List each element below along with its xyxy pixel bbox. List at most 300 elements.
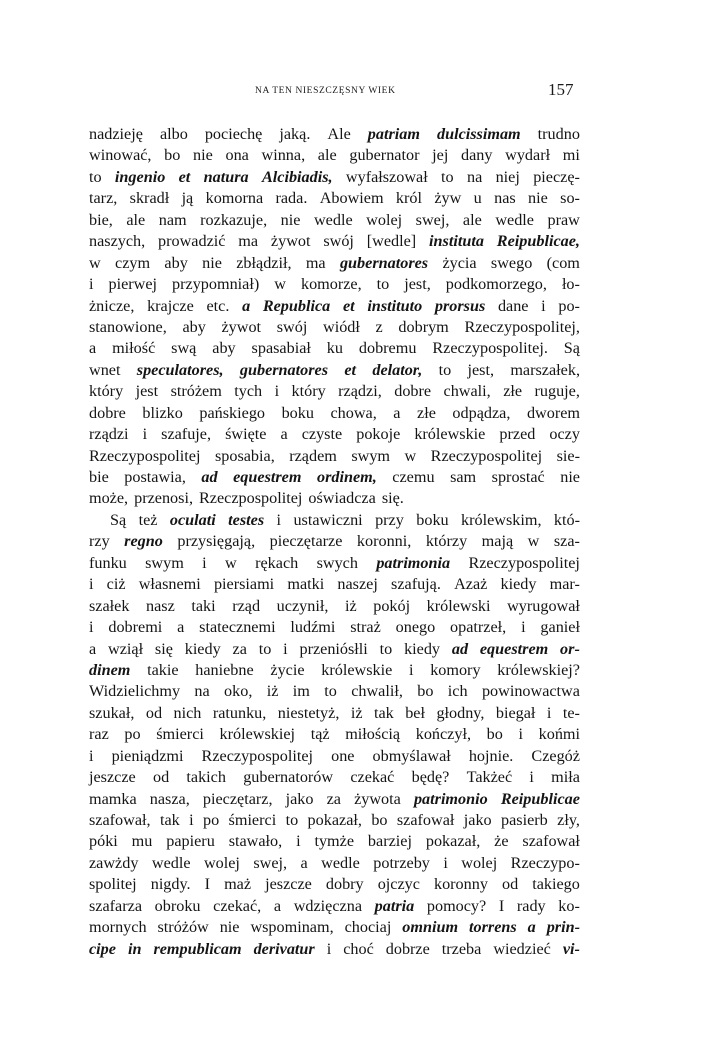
word: aby	[164, 253, 188, 272]
word: ją	[181, 189, 194, 208]
word: blizko	[142, 403, 183, 422]
latin-phrase-word: instituta	[429, 232, 484, 251]
word: chowa,	[330, 403, 377, 422]
word: którzy	[425, 532, 468, 551]
word: spasabiał	[251, 339, 311, 358]
word: ganieł	[540, 618, 580, 637]
word: powinowactwa	[481, 682, 580, 701]
word: i	[283, 639, 288, 658]
word: i	[142, 425, 148, 444]
word: się	[154, 639, 173, 658]
latin-phrase-word: Reipublicae	[500, 789, 580, 808]
word: skradł	[129, 189, 170, 208]
word: wedle	[321, 853, 360, 872]
word: od	[145, 703, 163, 722]
word: w	[225, 553, 237, 572]
word: chwali,	[443, 382, 491, 401]
word: nie	[193, 146, 213, 165]
text-line	[89, 274, 580, 295]
word: tymże	[314, 832, 355, 851]
word: I	[204, 875, 211, 894]
word: się.	[381, 489, 404, 508]
word: dworem	[526, 403, 580, 422]
word: mi	[562, 146, 580, 165]
word: złe	[417, 403, 436, 422]
word: kiedy	[404, 639, 441, 658]
word: dobre	[89, 403, 126, 422]
word: Czegóż	[531, 746, 580, 765]
word: iż	[350, 703, 363, 722]
word: to	[285, 811, 299, 829]
word: gubernator	[349, 146, 420, 165]
word: ma	[305, 253, 326, 272]
word: a	[89, 639, 97, 658]
word: z	[375, 317, 383, 336]
word: żyw	[434, 189, 462, 208]
latin-phrase-word: or-	[560, 639, 580, 658]
word: szafują.	[391, 575, 441, 594]
word: Są	[110, 510, 127, 529]
word: Rzeczypospolitej,	[464, 317, 580, 336]
word: miłość	[112, 339, 156, 358]
word: hojnie.	[468, 746, 514, 765]
word: raz	[89, 725, 109, 744]
word: żywot	[221, 317, 262, 336]
word: królewski	[426, 596, 491, 615]
word: dobremi	[108, 618, 163, 637]
text-line	[89, 124, 580, 145]
word: chociaj	[344, 918, 392, 937]
word: wziął	[108, 639, 144, 658]
word: na	[194, 682, 210, 701]
word: podkomorzego,	[445, 275, 547, 294]
word: [wedle]	[366, 232, 417, 251]
latin-phrase-word: instituto	[367, 296, 423, 315]
word: królewskiej	[219, 725, 296, 744]
word: winna,	[261, 146, 306, 165]
text-line	[89, 939, 580, 960]
word: a	[393, 403, 401, 422]
word: jaką.	[279, 125, 311, 143]
word: beł	[405, 703, 425, 722]
word: pierwej	[108, 275, 158, 294]
word: ale	[126, 210, 146, 229]
word: naszej	[337, 575, 378, 594]
word: ale	[462, 210, 482, 229]
word: pomocy?	[426, 896, 487, 915]
word: takiego	[532, 875, 580, 894]
latin-phrase-word: et	[344, 360, 357, 379]
word: taki	[191, 596, 216, 615]
text-line	[89, 874, 580, 895]
word: który	[89, 382, 124, 401]
word: iż	[266, 682, 279, 701]
word: król	[395, 189, 422, 208]
latin-phrase-word: Republica	[262, 296, 331, 315]
latin-phrase-word: equestrem	[479, 639, 549, 658]
text-line	[89, 467, 580, 488]
word: wedle	[313, 210, 353, 229]
word: koronni,	[356, 532, 412, 551]
word: rządem	[289, 446, 337, 465]
word: śmierci	[156, 725, 204, 744]
word: pokój	[373, 596, 411, 615]
word: ona	[225, 146, 249, 165]
word: czemu	[392, 468, 435, 486]
text-line	[89, 896, 580, 917]
word: i	[89, 618, 94, 637]
word: żnicze,	[89, 296, 135, 315]
word: pieczę-	[533, 167, 580, 186]
word: i	[326, 939, 332, 958]
word: głodny,	[436, 703, 485, 722]
text-line	[89, 253, 580, 274]
text-line	[89, 446, 580, 467]
word: na	[466, 167, 483, 186]
word: po-	[558, 296, 580, 315]
word: prowadzić	[158, 232, 226, 251]
word: Rzeczypospolitej	[89, 446, 201, 465]
latin-phrase-word: gubernatores	[239, 360, 329, 379]
word: jej	[432, 146, 449, 165]
text-line	[89, 767, 580, 788]
word: nie	[202, 253, 222, 272]
latin-phrase-word: a	[242, 296, 251, 315]
word: tarz,	[89, 189, 118, 208]
word: i	[443, 853, 448, 872]
word: nigdy.	[150, 875, 191, 894]
latin-phrase-word: torrens	[469, 918, 517, 937]
word: ko-	[558, 896, 580, 915]
word: kiedy	[500, 575, 537, 594]
word: oświadcza	[308, 489, 376, 508]
word: Ale	[327, 125, 351, 143]
word: wydarł	[505, 146, 551, 165]
word: oczy	[549, 425, 580, 444]
text-line	[89, 403, 580, 424]
word: takie	[147, 660, 179, 679]
word: przy	[375, 510, 404, 529]
word: niestetyż,	[277, 703, 340, 722]
word: to	[324, 682, 337, 701]
word: królewskiej?	[497, 660, 580, 679]
word: Rzeczypo-	[510, 853, 580, 872]
word: szafował,	[89, 811, 151, 829]
word: i	[202, 553, 207, 572]
word: przed	[499, 425, 536, 444]
word: praw	[547, 210, 580, 229]
word: w	[89, 253, 101, 272]
word: krajcze	[147, 296, 194, 315]
word: który	[291, 382, 326, 401]
latin-phrase-word: delator,	[372, 360, 423, 379]
word: szafarza	[89, 896, 143, 915]
word: mamka	[89, 789, 137, 808]
latin-phrase-word: patriam	[367, 125, 420, 143]
word: stanowione,	[89, 317, 167, 336]
word: tak	[373, 703, 394, 722]
word: komory	[430, 660, 481, 679]
word: albo	[159, 125, 188, 143]
word: ku	[326, 339, 343, 358]
word: i	[546, 703, 552, 722]
word: to	[376, 275, 390, 294]
text-line	[89, 167, 580, 188]
word: bo	[164, 146, 181, 165]
text-line	[89, 724, 580, 745]
word: pańskiego	[199, 403, 266, 422]
word: a	[273, 896, 282, 915]
word: swym	[145, 553, 184, 572]
word: ojczyc	[377, 875, 420, 894]
word: tak	[159, 811, 180, 829]
word: to	[258, 639, 272, 658]
word: swój	[276, 317, 308, 336]
word: zły,	[557, 811, 580, 829]
word: szukał,	[89, 703, 135, 722]
word: ratunku,	[212, 703, 267, 722]
word: chwalił,	[351, 682, 403, 701]
text-line	[89, 703, 580, 724]
word: swych	[316, 553, 358, 572]
text-line	[89, 639, 580, 660]
text-line	[89, 296, 580, 317]
text-line	[89, 338, 580, 359]
word: iż	[344, 596, 357, 615]
word: przysięgają,	[177, 532, 256, 551]
latin-phrase-word: Alcibiadis,	[261, 167, 333, 186]
word: dany	[461, 146, 493, 165]
word: jest,	[404, 275, 431, 294]
latin-phrase-word: patrimonio	[413, 789, 488, 808]
word: rzy	[89, 532, 110, 551]
latin-phrase-word: speculatores,	[136, 360, 224, 379]
word: końmi	[538, 725, 580, 744]
word: Widzielichmy	[89, 682, 181, 701]
word: nasz	[146, 596, 175, 615]
word: nasza,	[149, 789, 190, 808]
text-line	[89, 231, 580, 252]
word: odpądza,	[452, 403, 511, 422]
word: mu	[131, 832, 153, 851]
latin-phrase-word: gubernatores	[339, 253, 429, 272]
word: kiedy	[184, 639, 221, 658]
word: swój	[323, 232, 354, 251]
word: w	[274, 275, 286, 294]
word: dobry	[325, 875, 364, 894]
word: i	[189, 811, 194, 829]
word: szafował	[522, 832, 580, 851]
word: uczynił,	[276, 596, 329, 615]
word: swej,	[415, 210, 450, 229]
word: i	[521, 618, 526, 637]
word: Rzeczypospolitej	[468, 553, 580, 572]
text-line	[89, 917, 580, 938]
word: przenosi,	[134, 489, 193, 508]
latin-phrase-word: rempublicam	[153, 939, 242, 958]
word: wolej	[461, 853, 498, 872]
latin-phrase-word: in	[127, 939, 142, 958]
word: so-	[560, 189, 580, 208]
word: jeszcze	[89, 768, 136, 787]
text-line	[89, 831, 580, 852]
word: dobrym	[398, 317, 449, 336]
word: od	[152, 768, 170, 787]
word: też	[138, 510, 158, 529]
word: i	[89, 275, 94, 294]
word: wedle	[495, 210, 534, 229]
word: trudno	[537, 125, 580, 143]
text-line	[89, 145, 580, 166]
word: nich	[173, 703, 202, 722]
word: żywot	[270, 232, 311, 251]
latin-phrase-word: ingenio	[114, 167, 166, 186]
word: i	[518, 725, 523, 744]
word: po	[202, 811, 220, 829]
word: kończył,	[415, 725, 472, 744]
word: postawia,	[124, 468, 186, 486]
word: wiódł	[323, 317, 360, 336]
word: wyfałszował	[345, 167, 428, 186]
word: jeszcze	[265, 875, 312, 894]
word: szafuje,	[161, 425, 212, 444]
latin-phrase-word: prin-	[546, 918, 580, 937]
word: w	[404, 446, 417, 465]
word: to	[379, 639, 393, 658]
word: haniebne	[195, 660, 254, 679]
latin-phrase-word: et	[342, 296, 355, 315]
word: święte	[225, 425, 267, 444]
word: one	[331, 746, 355, 765]
word: życie	[270, 660, 305, 679]
word: Azaż	[454, 575, 488, 594]
word: królewskim,	[461, 510, 542, 529]
word: za	[232, 639, 247, 658]
word: rządzi,	[338, 382, 382, 401]
word: marszałek,	[510, 360, 580, 379]
word: dobre	[394, 382, 432, 401]
text-line	[89, 317, 580, 338]
word: pieczętarz,	[202, 789, 273, 808]
word: (com	[546, 253, 580, 272]
word: póki	[89, 832, 118, 851]
text-line	[89, 660, 580, 681]
word: Rzeczypospolitej.	[432, 339, 548, 358]
word: wedle	[151, 853, 191, 872]
word: aby	[212, 339, 236, 358]
text-line	[89, 553, 580, 574]
word: funku	[89, 553, 127, 572]
word: i	[274, 382, 280, 401]
word: tąż	[310, 725, 330, 744]
word: rozkazuje,	[200, 210, 268, 229]
word: pasierb	[501, 811, 548, 829]
word: jako	[463, 811, 492, 829]
text-line	[89, 746, 580, 767]
word: miła	[551, 768, 580, 787]
word: i	[276, 510, 282, 529]
word: obroku	[154, 896, 201, 915]
word: nie	[560, 468, 580, 486]
word: któ-	[553, 510, 580, 529]
word: sprostać	[491, 468, 545, 486]
word: sza-	[553, 532, 580, 551]
word: u	[473, 189, 482, 208]
word: komorna	[205, 189, 264, 208]
word: tych	[234, 382, 263, 401]
word: i	[296, 832, 301, 851]
word: mornych	[89, 918, 147, 937]
latin-phrase-word: Reipublicae,	[496, 232, 580, 251]
word: Rzeczypospolitej	[430, 446, 543, 465]
word: pieniądzmi	[111, 746, 184, 765]
word: królewskie	[321, 660, 393, 679]
word: nie	[280, 210, 301, 229]
word: opatrzeł,	[450, 618, 507, 637]
word: ma	[238, 232, 259, 251]
word: mar-	[549, 575, 580, 594]
latin-phrase-word: ordinem,	[316, 468, 377, 486]
word: naszych,	[89, 232, 146, 251]
text-line	[89, 531, 580, 552]
word: bie,	[89, 210, 113, 229]
word: nam	[158, 210, 187, 229]
text-line	[89, 210, 580, 231]
word: przypomniał)	[172, 275, 260, 294]
latin-phrase-word: et	[178, 167, 191, 186]
word: przeniósłli	[299, 639, 368, 658]
word: czekać	[350, 768, 395, 787]
latin-phrase-word: ad	[201, 468, 218, 486]
word: zbłądził,	[236, 253, 292, 272]
word: swego	[490, 253, 533, 272]
text-line	[89, 188, 580, 209]
word: dobrze	[385, 939, 430, 958]
word: onego	[395, 618, 436, 637]
word: wolej	[203, 853, 240, 872]
word: czyste	[301, 425, 343, 444]
word: jest,	[467, 360, 495, 379]
word: po	[124, 725, 141, 744]
word: jako	[285, 789, 314, 808]
text-line	[89, 789, 580, 810]
word: rady	[516, 896, 546, 915]
word: boku	[281, 403, 314, 422]
latin-phrase-word: dinem	[89, 660, 131, 679]
word: spolitej	[89, 875, 137, 894]
word: oko,	[224, 682, 253, 701]
word: szafował	[396, 811, 455, 829]
latin-phrase-word: prorsus	[434, 296, 486, 315]
word: piersiami	[213, 575, 275, 594]
word: swej,	[253, 853, 288, 872]
text-line	[89, 853, 580, 874]
word: to	[89, 167, 102, 186]
word: aby	[182, 317, 206, 336]
word: czekać,	[213, 896, 262, 915]
word: maż	[224, 875, 252, 894]
word: papieru	[166, 832, 215, 851]
word: gubernatorów	[243, 768, 334, 787]
latin-phrase-word: patrimonia	[376, 553, 451, 572]
word: nas	[494, 189, 516, 208]
text-line	[89, 681, 580, 702]
word: i	[408, 660, 414, 679]
word: mają	[481, 532, 514, 551]
word: jest	[135, 382, 159, 401]
word: ło-	[561, 275, 580, 294]
word: Rzeczpospolitej	[199, 489, 303, 508]
